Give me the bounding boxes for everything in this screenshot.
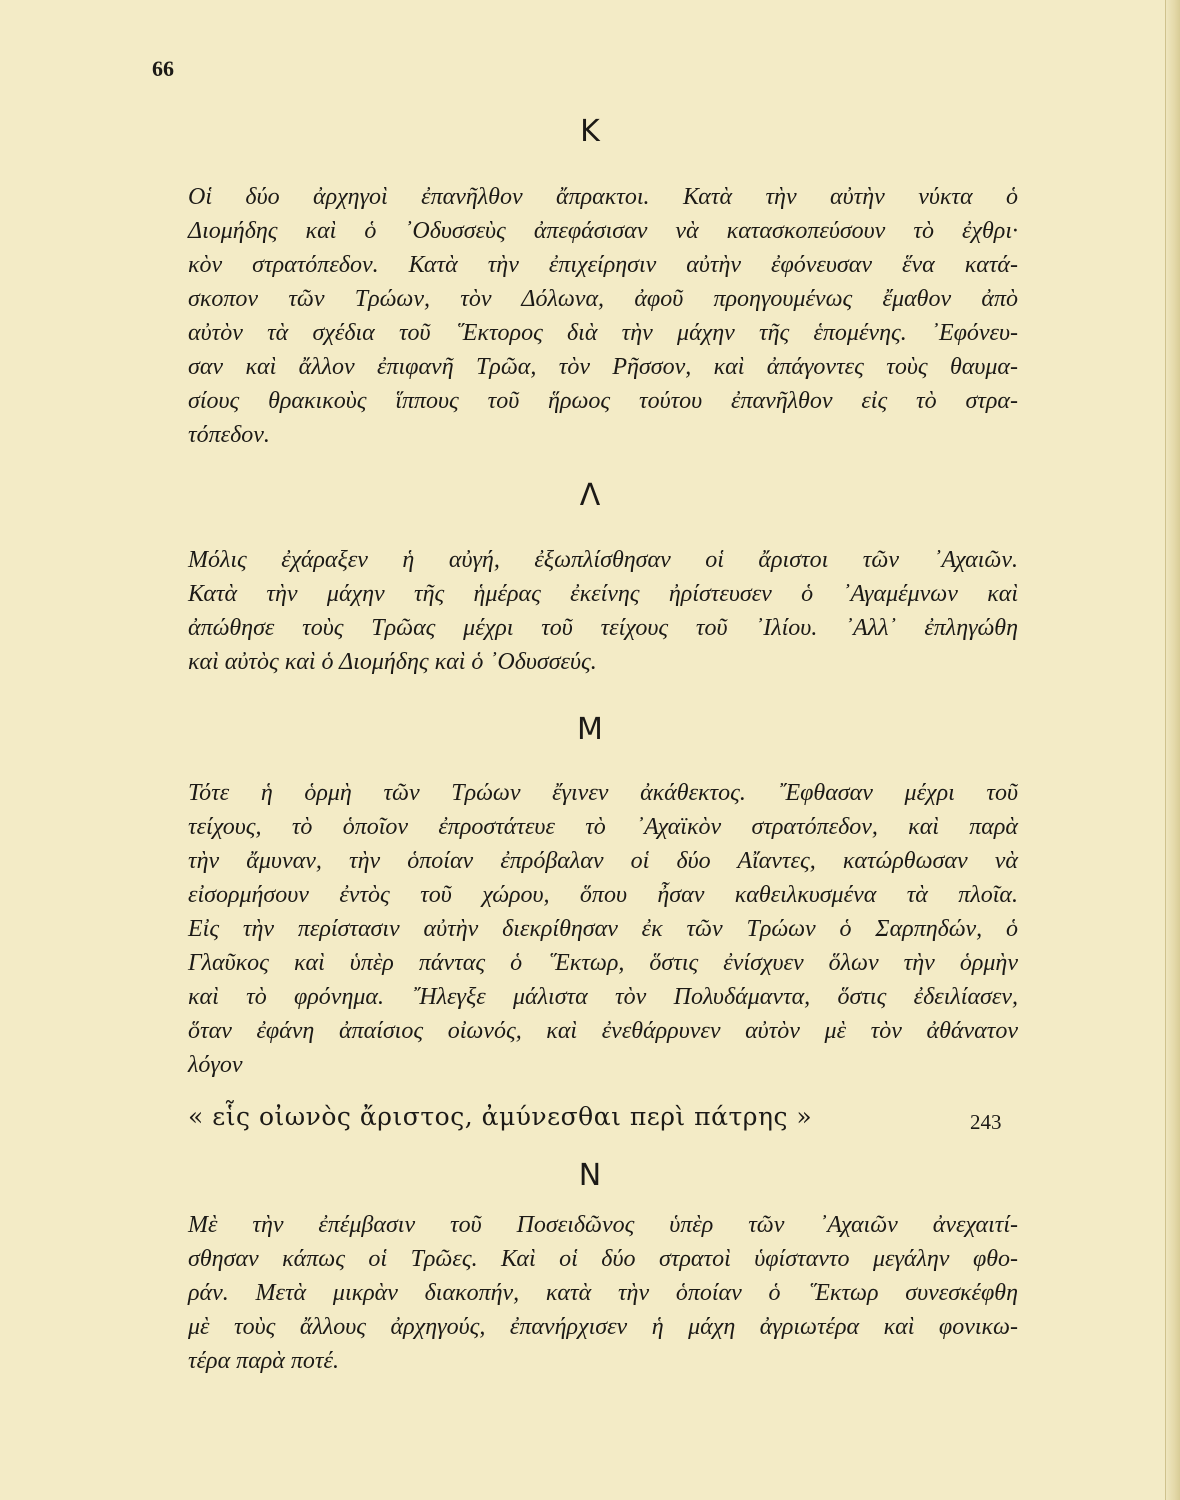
text-line: λόγον (188, 1052, 243, 1078)
text-line: τὴν ἄμυναν, τὴν ὁποίαν ἐπρόβαλαν οἱ δύο Αἴαντες, κατώρθωσαν νὰ (188, 848, 1018, 874)
text-line: τόπεδον. (188, 422, 270, 448)
section-heading-kappa: Κ (580, 114, 600, 149)
page-edge (1165, 0, 1180, 1500)
text-line: εἰσορμήσουν ἐντὸς τοῦ χώρου, ὅπου ἦσαν καθειλκυσμένα τὰ πλοῖα. (188, 882, 1018, 908)
homeric-quote: « εἷς οἰωνὸς ἄριστος, ἀμύνεσθαι περὶ πάτρης » (188, 1102, 813, 1131)
text-line: ἀπώθησε τοὺς Τρῶας μέχρι τοῦ τείχους τοῦ ᾿Ιλίου. ᾿Αλλ᾿ ἐπληγώθη (188, 615, 1018, 641)
text-line: Μόλις ἐχάραξεν ἡ αὐγή, ἐξωπλίσθησαν οἱ ἄριστοι τῶν ᾿Αχαιῶν. (188, 547, 1018, 573)
text-line: αὐτὸν τὰ σχέδια τοῦ ῞Εκτορος διὰ τὴν μάχην τῆς ἑπομένης. ᾿Εφόνευ- (188, 320, 1018, 346)
text-line: κὸν στρατόπεδον. Κατὰ τὴν ἐπιχείρησιν αὐτὴν ἐφόνευσαν ἕνα κατά- (188, 252, 1018, 278)
text-line: Διομήδης καὶ ὁ ᾿Οδυσσεὺς ἀπεφάσισαν νὰ κατασκοπεύσουν τὸ ἐχθρι· (188, 218, 1018, 244)
section-nu-paragraph (188, 1208, 1018, 1378)
text-line: Τότε ἡ ὁρμὴ τῶν Τρώων ἔγινεν ἀκάθεκτος. ῎Εφθασαν μέχρι τοῦ (188, 780, 1018, 806)
text-line: Οἱ δύο ἀρχηγοὶ ἐπανῆλθον ἄπρακτοι. Κατὰ τὴν αὐτὴν νύκτα ὁ (188, 184, 1018, 210)
text-line: τείχους, τὸ ὁποῖον ἐπροστάτευε τὸ ᾿Αχαϊκὸν στρατόπεδον, καὶ παρὰ (188, 814, 1018, 840)
section-kappa-paragraph (188, 180, 1018, 452)
text-line: τέρα παρὰ ποτέ. (188, 1348, 339, 1374)
section-mu-paragraph (188, 776, 1018, 1082)
text-line: Κατὰ τὴν μάχην τῆς ἡμέρας ἐκείνης ἠρίστευσεν ὁ ᾿Αγαμέμνων καὶ (188, 581, 1018, 607)
text-line: μὲ τοὺς ἄλλους ἀρχηγούς, ἐπανήρχισεν ἡ μάχη ἀγριωτέρα καὶ φονικω- (188, 1314, 1018, 1340)
section-heading-nu: Ν (578, 1158, 602, 1193)
section-lambda-paragraph (188, 543, 1018, 679)
text-line: Εἰς τὴν περίστασιν αὐτὴν διεκρίθησαν ἐκ τῶν Τρώων ὁ Σαρπηδών, ὁ (188, 916, 1018, 942)
verse-number: 243 (970, 1110, 1002, 1134)
text-line: Μὲ τὴν ἐπέμβασιν τοῦ Ποσειδῶνος ὑπὲρ τῶν ᾿Αχαιῶν ἀνεχαιτί- (188, 1212, 1018, 1238)
section-heading-lambda: Λ (579, 478, 601, 513)
text-line: σκοπον τῶν Τρώων, τὸν Δόλωνα, ἀφοῦ προηγουμένως ἔμαθον ἀπὸ (188, 286, 1018, 312)
text-line: καὶ αὐτὸς καὶ ὁ Διομήδης καὶ ὁ ᾿Οδυσσεύς. (188, 649, 597, 675)
text-line: καὶ τὸ φρόνημα. ῎Ηλεγξε μάλιστα τὸν Πολυδάμαντα, ὅστις ἐδειλίασεν, (188, 984, 1018, 1010)
text-line: Γλαῦκος καὶ ὑπὲρ πάντας ὁ ῞Εκτωρ, ὅστις ἐνίσχυεν ὅλων τὴν ὁρμὴν (188, 950, 1018, 976)
text-line: σθησαν κάπως οἱ Τρῶες. Καὶ οἱ δύο στρατοὶ ὑφίσταντο μεγάλην φθο- (188, 1246, 1018, 1272)
text-line: σίους θρακικοὺς ἵππους τοῦ ἥρωος τούτου ἐπανῆλθον εἰς τὸ στρα- (188, 388, 1018, 414)
text-line: ράν. Μετὰ μικρὰν διακοπήν, κατὰ τὴν ὁποίαν ὁ ῞Εκτωρ συνεσκέφθη (188, 1280, 1018, 1306)
text-line: σαν καὶ ἄλλον ἐπιφανῆ Τρῶα, τὸν Ρῆσσον, καὶ ἀπάγοντες τοὺς θαυμα- (188, 354, 1018, 380)
section-heading-mu: Μ (577, 712, 603, 747)
page-number: 66 (152, 56, 174, 81)
text-line: ὅταν ἐφάνη ἀπαίσιος οἰωνός, καὶ ἐνεθάρρυνεν αὐτὸν μὲ τὸν ἀθάνατον (188, 1018, 1018, 1044)
